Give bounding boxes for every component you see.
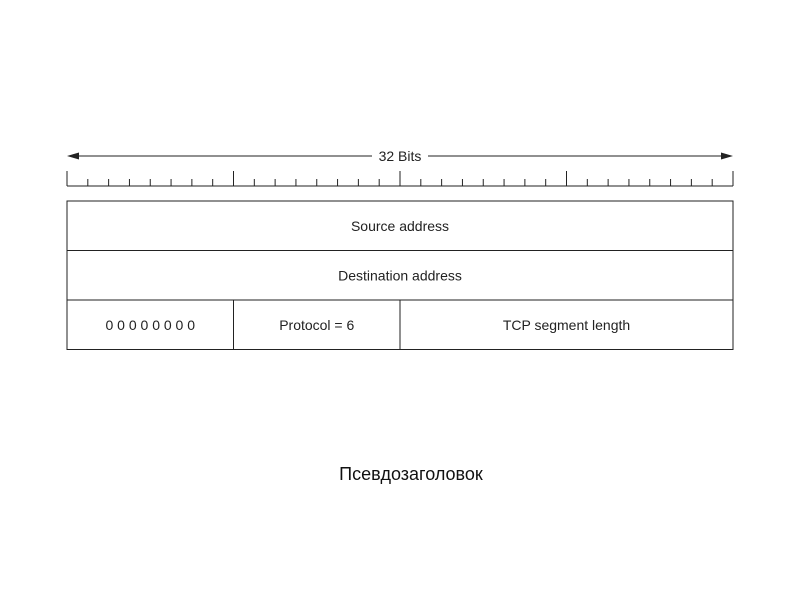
bits-label: 32 Bits: [378, 148, 422, 164]
field-label: Destination address: [338, 267, 462, 284]
pseudo-header-table: [67, 201, 733, 350]
field-label: TCP segment length: [502, 316, 631, 333]
field-label: Source address: [350, 217, 450, 234]
arrow-left-icon: [67, 153, 79, 160]
slide-caption: Псевдозаголовок: [339, 464, 483, 484]
bit-width-indicator: [67, 148, 733, 164]
field-label: Protocol = 6: [279, 316, 355, 333]
field-label: 0 0 0 0 0 0 0 0: [105, 316, 196, 333]
bit-ruler: [67, 171, 733, 186]
arrow-right-icon: [721, 153, 733, 160]
